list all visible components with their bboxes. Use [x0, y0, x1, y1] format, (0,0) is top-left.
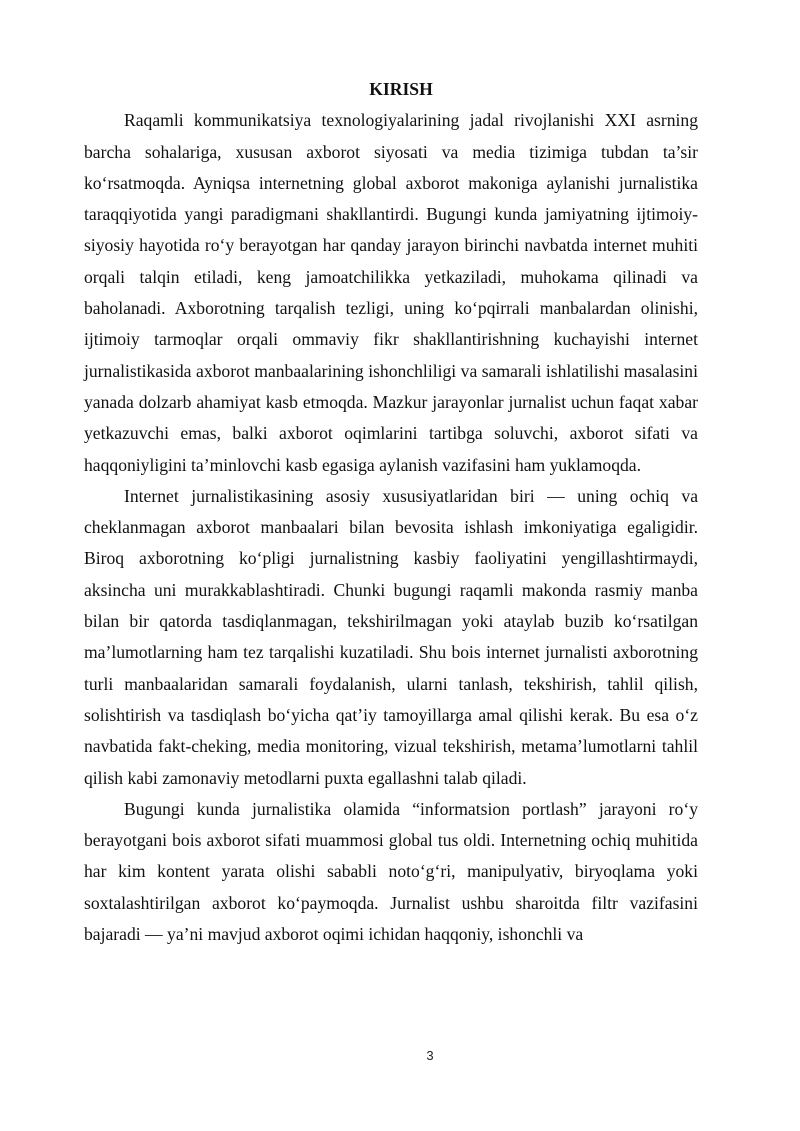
paragraph-3: Bugungi kunda jurnalistika olamida “informatsion portlash” jarayoni ro‘y berayotgani bois axborot sifati muammosi global tus oldi. Internetning ochiq muhitida har kim kontent yarata olishi sababli noto‘g‘ri, manipulyativ, biryoqlama yoki soxtalashtirilgan axborot ko‘paymoqda. Jurnalist ushbu sharoitda filtr vazifasini bajaradi — ya’ni mavjud axborot oqimi ichidan haqqoniy, ishonchli va [84, 798, 698, 945]
section-heading: KIRISH [369, 79, 433, 99]
page-content [84, 74, 698, 950]
paragraph-1: Raqamli kommunikatsiya texnologiyalarining jadal rivojlanishi XXI asrning barcha sohalariga, xususan axborot siyosati va media tizimiga tubdan ta’sir ko‘rsatmoqda. Ayniqsa internetning global axborot makoniga aylanishi jurnalistika taraqqiyotida yangi paradigmani shakllantirdi. Bugungi kunda jamiyatning ijtimoiy-siyosiy hayotida ro‘y berayotgan har qanday jarayon birinchi navbatda internet muhiti orqali talqin etiladi, keng jamoatchilikka yetkaziladi, muhokama qilinadi va baholanadi. Axborotning tarqalish tezligi, uning ko‘pqirrali manbalardan olinishi, ijtimoiy tarmoqlar orqali ommaviy fikr shakllantirishning kuchayishi internet jurnalistikasida axborot manbaalarining ishonchliligi va samarali ishlatilishi masalasini yanada dolzarb ahamiyat kasb etmoqda. Mazkur jarayonlar jurnalist uchun faqat xabar yetkazuvchi emas, balki axborot oqimlarini tartibga soluvchi, axborot sifati va haqqoniyligini ta’minlovchi kasb egasiga aylanish vazifasini ham yuklamoqda. [84, 110, 698, 475]
paragraph-2: Internet jurnalistikasining asosiy xususiyatlaridan biri — uning ochiq va cheklanmagan axborot manbaalari bilan bevosita ishlash imkoniyatiga egaligidir. Biroq axborotning ko‘pligi jurnalistning kasbiy faoliyatini yengillashtirmaydi, aksincha uni murakkablashtiradi. Chunki bugungi raqamli makonda rasmiy manba bilan bir qatorda tasdiqlanmagan, tekshirilmagan yoki ataylab buzib ko‘rsatilgan ma’lumotlarning ham tez tarqalishi kuzatiladi. Shu bois internet jurnalisti axborotning turli manbaalaridan samarali foydalanish, ularni tanlash, tekshirish, tahlil qilish, solishtirish va tasdiqlash bo‘yicha qat’iy tamoyillarga amal qilishi kerak. Bu esa o‘z navbatida fakt-cheking, media monitoring, vizual tekshirish, metama’lumotlarni tahlil qilish kabi zamonaviy metodlarni puxta egallashni talab qiladi. [84, 485, 698, 788]
page-number: 3 [426, 1048, 434, 1063]
